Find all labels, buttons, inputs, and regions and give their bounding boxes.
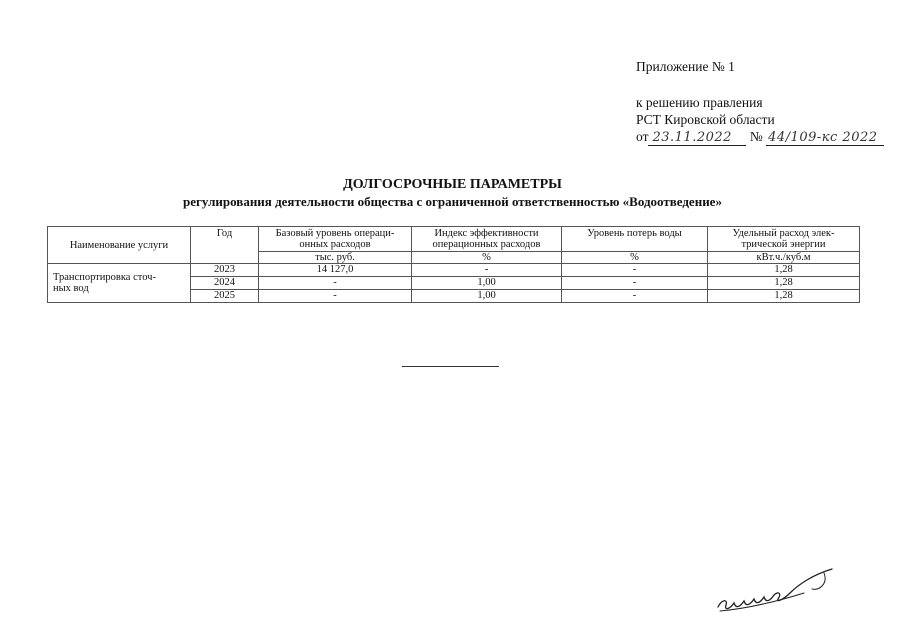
table-row — [48, 264, 860, 277]
decision-number: 44/109-кс 2022 — [766, 131, 884, 146]
cell-base-level: 14 127,0 — [259, 264, 412, 277]
unit-losses: % — [562, 252, 708, 264]
separator-line — [402, 366, 499, 367]
header-efficiency: Индекс эффективности операционных расходов — [412, 227, 562, 252]
annex-block — [636, 58, 884, 146]
decision-date: 23.11.2022 — [648, 131, 746, 146]
cell-energy: 1,28 — [708, 277, 860, 290]
document-subtitle: регулирования деятельности общества с ограниченной ответственностью «Водоотведение» — [183, 194, 722, 209]
date-prefix: от — [636, 129, 649, 144]
cell-energy: 1,28 — [708, 290, 860, 303]
service-name: Транспортировка сточ- ных вод — [48, 264, 191, 303]
cell-efficiency: 1,00 — [412, 277, 562, 290]
header-service: Наименование услуги — [48, 227, 191, 264]
unit-efficiency: % — [412, 252, 562, 264]
cell-year: 2023 — [191, 264, 259, 277]
parameters-table — [47, 226, 860, 303]
table-header-row — [48, 227, 860, 252]
annex-line-authority: РСТ Кировской области — [636, 112, 775, 127]
header-base-level: Базовый уровень операци- онных расходов — [259, 227, 412, 252]
signature-icon — [712, 563, 842, 623]
header-energy: Удельный расход элек- трической энергии — [708, 227, 860, 252]
cell-base-level: - — [259, 290, 412, 303]
cell-year: 2024 — [191, 277, 259, 290]
cell-losses: - — [562, 264, 708, 277]
cell-efficiency: - — [412, 264, 562, 277]
header-year: Год — [191, 227, 259, 264]
number-prefix: № — [749, 129, 763, 144]
annex-date-line — [636, 128, 884, 146]
unit-base-level: тыс. руб. — [259, 252, 412, 264]
cell-losses: - — [562, 290, 708, 303]
document-title: ДОЛГОСРОЧНЫЕ ПАРАМЕТРЫ — [343, 177, 562, 192]
cell-year: 2025 — [191, 290, 259, 303]
cell-energy: 1,28 — [708, 264, 860, 277]
unit-energy: кВт.ч./куб.м — [708, 252, 860, 264]
cell-losses: - — [562, 277, 708, 290]
cell-efficiency: 1,00 — [412, 290, 562, 303]
header-losses: Уровень потерь воды — [562, 227, 708, 252]
annex-title: Приложение № 1 — [636, 59, 735, 74]
annex-line-decision: к решению правления — [636, 95, 763, 110]
cell-base-level: - — [259, 277, 412, 290]
